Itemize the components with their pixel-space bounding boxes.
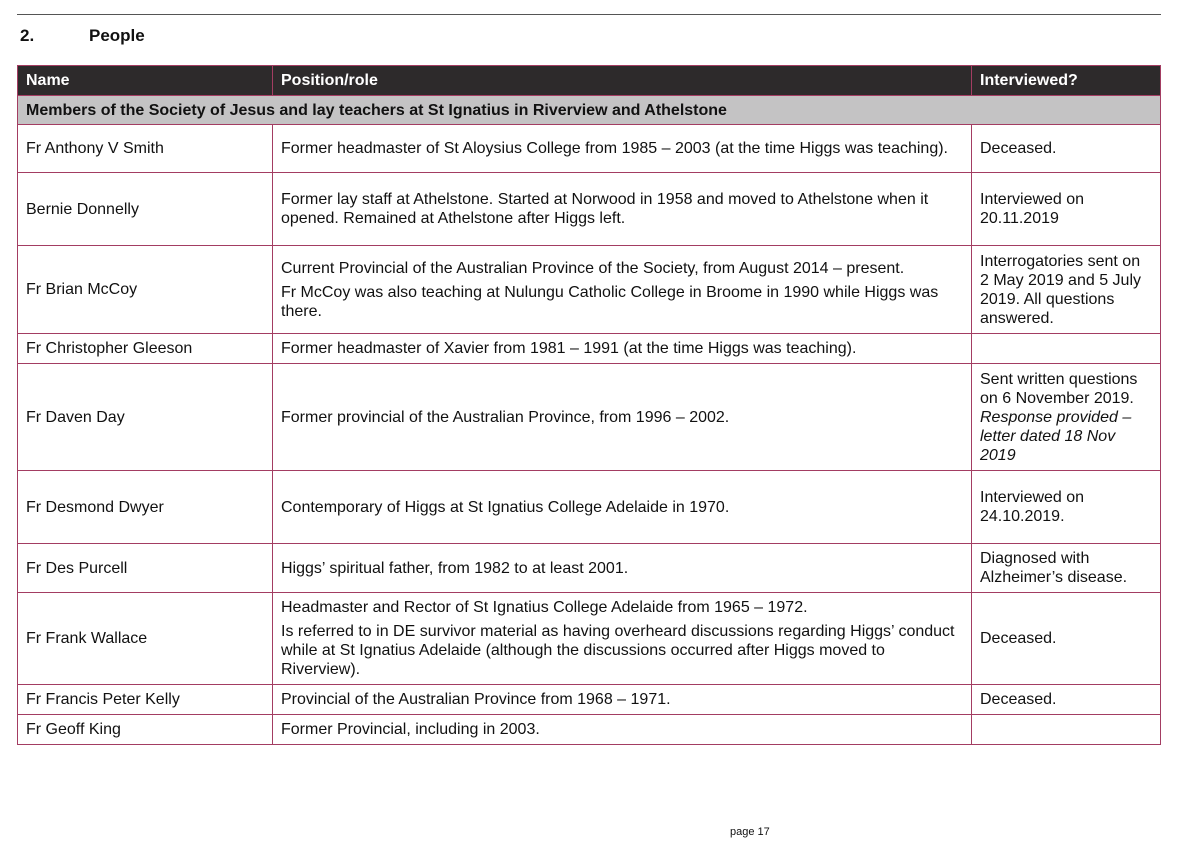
cell-name: Fr Des Purcell bbox=[18, 544, 273, 593]
table-row bbox=[18, 125, 1161, 173]
role-paragraph: Provincial of the Australian Province from 1968 – 1971. bbox=[281, 691, 671, 708]
cell-name: Fr Daven Day bbox=[18, 364, 273, 471]
cell-name: Fr Desmond Dwyer bbox=[18, 471, 273, 544]
cell-interviewed bbox=[972, 715, 1161, 745]
cell-name: Fr Christopher Gleeson bbox=[18, 334, 273, 364]
cell-interviewed bbox=[972, 593, 1161, 685]
role-paragraph: Current Provincial of the Australian Province of the Society, from August 2014 – present. bbox=[281, 259, 905, 277]
cell-position-role bbox=[273, 173, 972, 246]
interviewed-text: Diagnosed with Alzheimer’s disease. bbox=[980, 550, 1128, 586]
interviewed-text: Interviewed on 20.11.2019 bbox=[980, 191, 1085, 227]
cell-name: Fr Francis Peter Kelly bbox=[18, 685, 273, 715]
cell-position-role bbox=[273, 715, 972, 745]
role-paragraph: Former headmaster of St Aloysius College from 1985 – 2003 (at the time Higgs was teaching). bbox=[281, 140, 948, 157]
header-position-role: Position/role bbox=[273, 66, 972, 96]
group-label: Members of the Society of Jesus and lay teachers at St Ignatius in Riverview and Athelstone bbox=[18, 96, 1161, 125]
table-row bbox=[18, 246, 1161, 334]
interviewed-text: Interrogatories sent on 2 May 2019 and 5 July 2019. All questions answered. bbox=[980, 252, 1141, 327]
cell-interviewed bbox=[972, 334, 1161, 364]
table-row bbox=[18, 685, 1161, 715]
cell-name: Fr Anthony V Smith bbox=[18, 125, 273, 173]
cell-position-role bbox=[273, 685, 972, 715]
table-row bbox=[18, 173, 1161, 246]
interviewed-text: Deceased. bbox=[980, 691, 1057, 708]
table-row bbox=[18, 334, 1161, 364]
cell-interviewed bbox=[972, 364, 1161, 471]
interviewed-text: Sent written questions on 6 November 2019. bbox=[980, 370, 1138, 407]
role-paragraph: Former headmaster of Xavier from 1981 – 1991 (at the time Higgs was teaching). bbox=[281, 340, 857, 357]
cell-interviewed bbox=[972, 125, 1161, 173]
interviewed-text: Deceased. bbox=[980, 630, 1057, 647]
table-row bbox=[18, 715, 1161, 745]
cell-position-role bbox=[273, 544, 972, 593]
table-row bbox=[18, 544, 1161, 593]
cell-name: Fr Geoff King bbox=[18, 715, 273, 745]
cell-interviewed bbox=[972, 246, 1161, 334]
role-paragraph: Higgs’ spiritual father, from 1982 to at least 2001. bbox=[281, 559, 629, 577]
cell-interviewed bbox=[972, 544, 1161, 593]
top-rule bbox=[17, 14, 1161, 15]
cell-name: Fr Frank Wallace bbox=[18, 593, 273, 685]
interviewed-response-note: Response provided – letter dated 18 Nov 2019 bbox=[980, 408, 1132, 464]
section-title: People bbox=[89, 26, 145, 45]
cell-position-role bbox=[273, 125, 972, 173]
table-row bbox=[18, 364, 1161, 471]
interviewed-text: Deceased. bbox=[980, 140, 1057, 157]
role-paragraph: Contemporary of Higgs at St Ignatius College Adelaide in 1970. bbox=[281, 498, 730, 516]
header-interviewed: Interviewed? bbox=[972, 66, 1161, 96]
header-name: Name bbox=[18, 66, 273, 96]
role-paragraph: Fr McCoy was also teaching at Nulungu Catholic College in Broome in 1990 while Higgs was there. bbox=[281, 283, 939, 320]
section-heading bbox=[20, 26, 145, 46]
cell-name: Fr Brian McCoy bbox=[18, 246, 273, 334]
cell-interviewed bbox=[972, 685, 1161, 715]
table-header-row bbox=[18, 66, 1161, 96]
table-row bbox=[18, 593, 1161, 685]
group-row bbox=[18, 96, 1161, 125]
cell-interviewed bbox=[972, 173, 1161, 246]
people-table bbox=[17, 65, 1161, 745]
page-number: page 17 bbox=[730, 826, 770, 838]
cell-position-role bbox=[273, 246, 972, 334]
role-paragraph: Former provincial of the Australian Province, from 1996 – 2002. bbox=[281, 408, 730, 426]
cell-position-role bbox=[273, 364, 972, 471]
role-paragraph: Headmaster and Rector of St Ignatius College Adelaide from 1965 – 1972. bbox=[281, 599, 808, 616]
cell-interviewed bbox=[972, 471, 1161, 544]
role-paragraph: Is referred to in DE survivor material as having overheard discussions regarding Higgs’ conduct while at St Ignatius Adelaide (although the discussions occurred after Higgs moved to Riverview). bbox=[281, 623, 955, 678]
table-row bbox=[18, 471, 1161, 544]
cell-name: Bernie Donnelly bbox=[18, 173, 273, 246]
interviewed-text: Interviewed on 24.10.2019. bbox=[980, 489, 1085, 525]
role-paragraph: Former Provincial, including in 2003. bbox=[281, 721, 540, 738]
cell-position-role bbox=[273, 334, 972, 364]
cell-position-role bbox=[273, 471, 972, 544]
section-number: 2. bbox=[20, 26, 35, 45]
cell-position-role bbox=[273, 593, 972, 685]
role-paragraph: Former lay staff at Athelstone. Started at Norwood in 1958 and moved to Athelstone when it opened. Remained at Athelstone after Higgs left. bbox=[281, 191, 929, 227]
